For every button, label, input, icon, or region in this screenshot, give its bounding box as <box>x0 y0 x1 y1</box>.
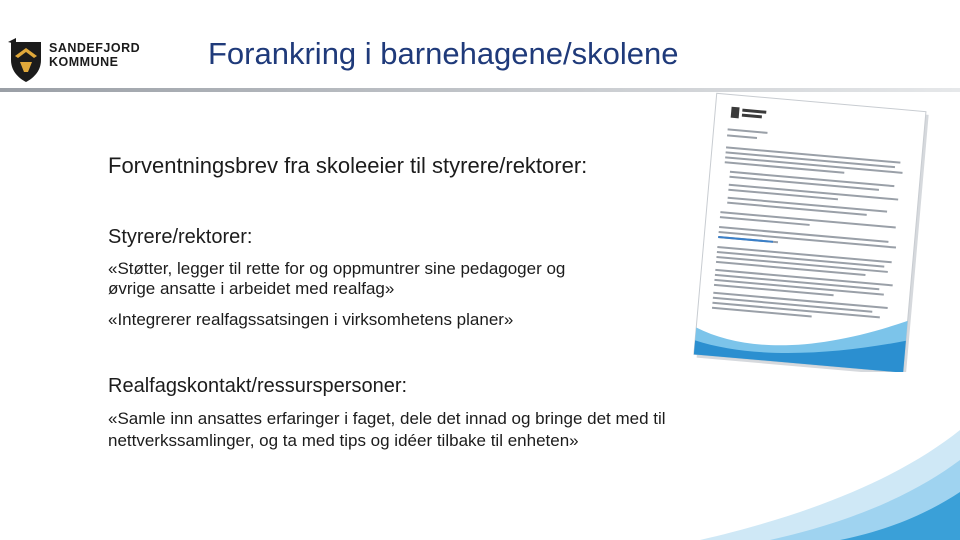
quote-3-line-2: nettverkssamlinger, og ta med tips og idéer tilbake til enheten» <box>108 431 579 450</box>
sandefjord-logo <box>8 38 148 84</box>
page-title: Forankring i barnehagene/skolene <box>208 36 679 71</box>
heading-realfagskontakt: Realfagskontakt/ressurspersoner: <box>108 375 408 397</box>
logo-line-1: SANDEFJORD <box>49 41 141 55</box>
logo-line-2: KOMMUNE <box>49 55 119 69</box>
heading-forventningsbrev: Forventningsbrev fra skoleeier til styrere/rektorer: <box>108 153 588 178</box>
coat-of-arms-icon <box>8 38 44 84</box>
decorative-wave <box>660 430 960 540</box>
letter-thumbnail-image <box>690 92 930 372</box>
quote-1-line-2: øvrige ansatte i arbeidet med realfag» <box>108 279 395 298</box>
quote-3-line-1: «Samle inn ansattes erfaringer i faget, dele det innad og bringe det med til <box>108 409 666 428</box>
quote-1-line-1: «Støtter, legger til rette for og oppmuntrer sine pedagoger og <box>108 259 566 278</box>
heading-styrere: Styrere/rektorer: <box>108 226 253 248</box>
quote-2: «Integrerer realfagssatsingen i virksomhetens planer» <box>108 310 514 329</box>
